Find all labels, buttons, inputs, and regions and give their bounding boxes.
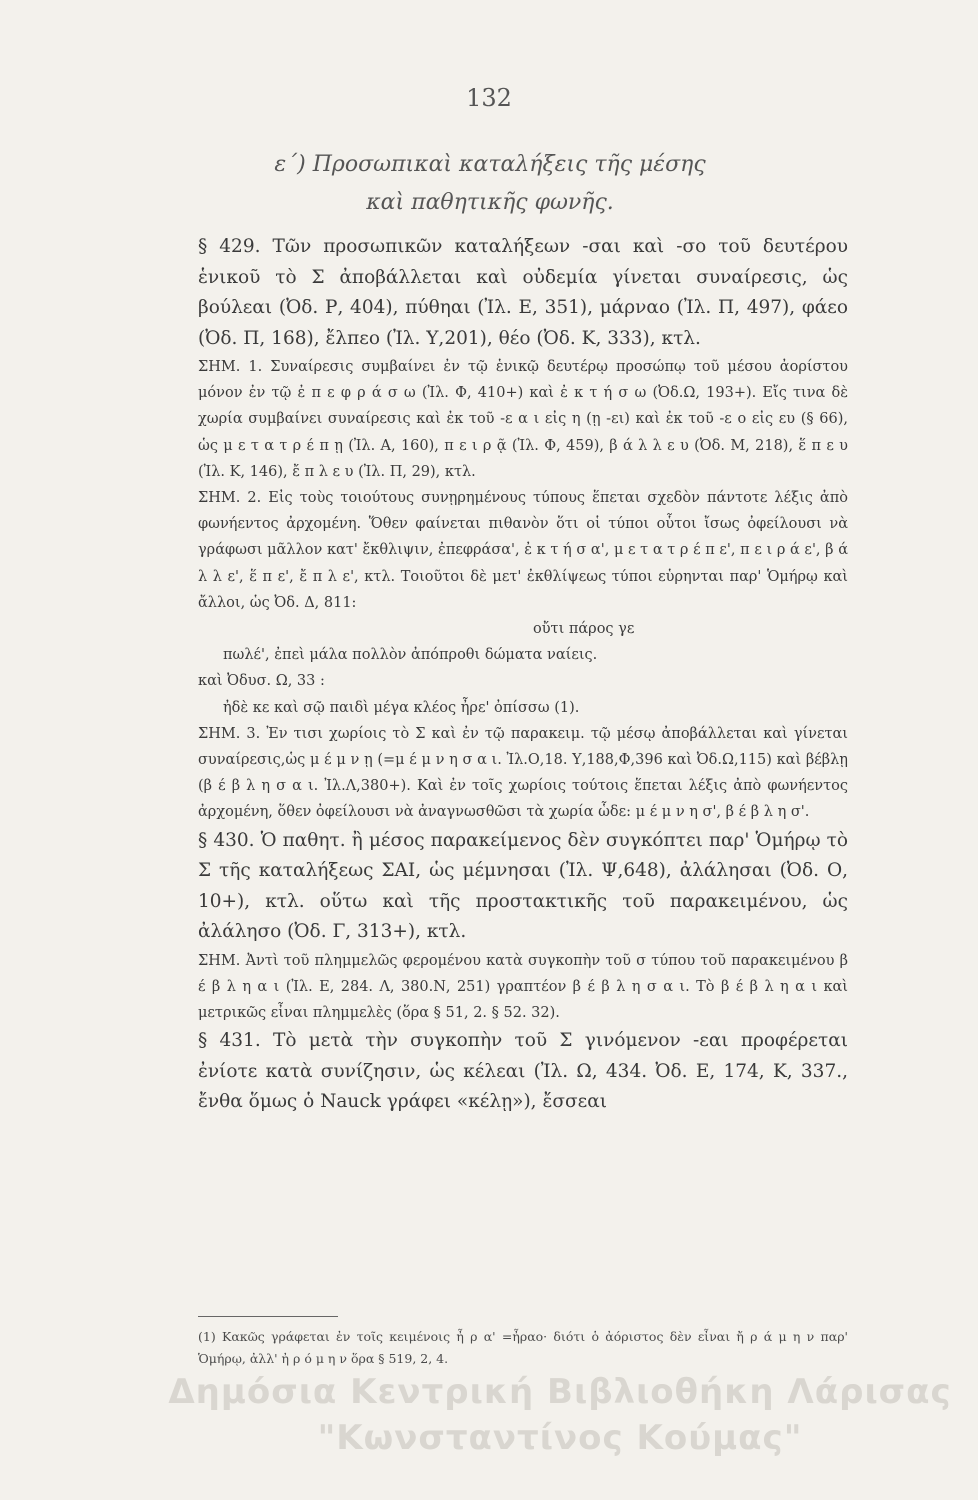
section-heading-line1: ε΄) Προσωπικαὶ καταλήξεις τῆς μέσης: [274, 152, 706, 177]
footnote-divider: [198, 1316, 338, 1317]
note-2: ΣΗΜ. 2. Εἰς τοὺς τοιούτους συνῃρημένους τύπους ἕπεται σχεδὸν πάντοτε λέξις ἀπὸ φωνήεντος ἀρχομένη. Ὅθεν φαίνεται πιθανὸν ὅτι οἱ τύποι οὗτοι ἴσως ὀφείλουσι νὰ γράφωσι μᾶλλον κατ' ἔκθλιψιν, ἐπεφράσα', ἐ κ τ ή σ α', μ ε τ α τ ρ έ π ε', π ε ι ρ ά ε', β ά λ λ ε', ἕ π ε', ἔ π λ ε', κτλ. Τοιοῦτοι δὲ μετ' ἐκθλίψεως τύποι εὑρηνται παρ' Ὁμήρῳ καὶ ἄλλοι, ὡς Ὀδ. Δ, 811:: [198, 490, 848, 611]
verse-line: καὶ Ὀδυσ. Ω, 33 :: [198, 673, 325, 690]
footnote: (1) Κακῶς γράφεται ἐν τοῖς κειμένοις ἦ ρ α' =ἦραο· διότι ὁ ἀόριστος δὲν εἶναι ἤ ρ ά μ η ν παρ' Ὁμήρῳ, ἀλλ' ἠ ρ ό μ η ν ὅρα § 519, 2, 4.: [198, 1329, 848, 1366]
verse-line: ἠδὲ κε καὶ σῷ παιδὶ μέγα κλέος ἦρε' ὀπίσσω (1).: [223, 699, 580, 716]
verse-line: οὔτι πάρος γε: [533, 621, 635, 638]
paragraph-429: § 429. Τῶν προσωπικῶν καταλήξεων -σαι καὶ -σο τοῦ δευτέρου ἑνικοῦ τὸ Σ ἀποβάλλεται καὶ οὐδεμία γίνεται συναίρεσις, ὡς βούλεαι (Ὀδ. Ρ, 404), πύθηαι (Ἰλ. Ε, 351), μάρναο (Ἰλ. Π, 497), φάεο (Ὀδ. Π, 168), ἔλπεο (Ἰλ. Υ,201), θέο (Ὀδ. Κ, 333), κτλ.: [198, 236, 848, 349]
page-number: 132: [466, 84, 512, 112]
page-body: [198, 232, 848, 1118]
note-3: ΣΗΜ. 3. Ἐν τισι χωρίοις τὸ Σ καὶ ἐν τῷ παρακειμ. τῷ μέσῳ ἀποβάλλεται καὶ γίνεται συναίρεσις,ὡς μ έ μ ν ῃ (=μ έ μ ν η σ α ι. Ἰλ.Ο,18. Υ,188,Φ,396 καὶ Ὀδ.Ω,115) καὶ βέβλῃ (β έ β λ η σ α ι. Ἰλ.Λ,380+). Καὶ ἐν τοῖς χωρίοις τούτοις ἕπεται λέξις ἀπὸ φωνήεντος ἀρχομένη, ὅθεν ὀφείλουσι νὰ ἀναγνωσθῶσι τὰ χωρία ὧδε: μ έ μ ν η σ', β έ β λ η σ'.: [198, 725, 848, 821]
note-1: ΣΗΜ. 1. Συναίρεσις συμβαίνει ἐν τῷ ἑνικῷ δευτέρῳ προσώπῳ τοῦ μέσου ἀορίστου μόνον ἐν τῷ ἐ π ε φ ρ ά σ ω (Ἰλ. Φ, 410+) καὶ ἐ κ τ ή σ ω (Ὀδ.Ω, 193+). Εἴς τινα δὲ χωρία συμβαίνει συναίρεσις καὶ ἐκ τοῦ -ε α ι εἰς η (ῃ -ει) καὶ ἐκ τοῦ -ε ο εἰς ευ (§ 66), ὡς μ ε τ α τ ρ έ π ῃ (Ἰλ. Α, 160), π ε ι ρ ᾷ (Ἰλ. Φ, 459), β ά λ λ ε υ (Ὀδ. Μ, 218), ἕ π ε υ (Ἰλ. Κ, 146), ἔ π λ ε υ (Ἰλ. Π, 29), κτλ.: [198, 359, 848, 480]
library-watermark-line2: "Κωνσταντίνος Κούμας": [317, 1418, 803, 1458]
library-watermark-line1: Δημόσια Κεντρική Βιβλιοθήκη Λάρισας: [168, 1372, 952, 1412]
section-heading-line2: καὶ παθητικῆς φωνῆς.: [366, 190, 614, 215]
note-430: ΣΗΜ. Ἀντὶ τοῦ πλημμελῶς φερομένου κατὰ συγκοπὴν τοῦ σ τύπου τοῦ παρακειμένου β έ β λ η α ι (Ἰλ. Ε, 284. Λ, 380.Ν, 251) γραπτέον β έ β λ η σ α ι. Τὸ β έ β λ η α ι καὶ μετρικῶς εἶναι πλημμελὲς (ὅρα § 51, 2. § 52. 32).: [198, 952, 848, 1022]
paragraph-431: § 431. Τὸ μετὰ τὴν συγκοπὴν τοῦ Σ γινόμενον -εαι προφέρεται ἐνίοτε κατὰ συνίζησιν, ὡς κέλεαι (Ἰλ. Ω, 434. Ὀδ. Ε, 174, Κ, 337., ἔνθα ὅμως ὁ Nauck γράφει «κέλῃ»), ἔσσεαι: [198, 1030, 848, 1113]
verse-line: πωλέ', ἐπεὶ μάλα πολλὸν ἀπόπροθι δώματα ναίεις.: [223, 647, 598, 664]
paragraph-430: § 430. Ὁ παθητ. ἢ μέσος παρακείμενος δὲν συγκόπτει παρ' Ὁμήρῳ τὸ Σ τῆς καταλήξεως ΣΑΙ, ὡς μέμνησαι (Ἰλ. Ψ,648), ἀλάλησαι (Ὀδ. Ο, 10+), κτλ. οὕτω καὶ τῆς προστακτικῆς τοῦ παρακειμένου, ὡς ἀλάλησο (Ὀδ. Γ, 313+), κτλ.: [198, 829, 848, 943]
